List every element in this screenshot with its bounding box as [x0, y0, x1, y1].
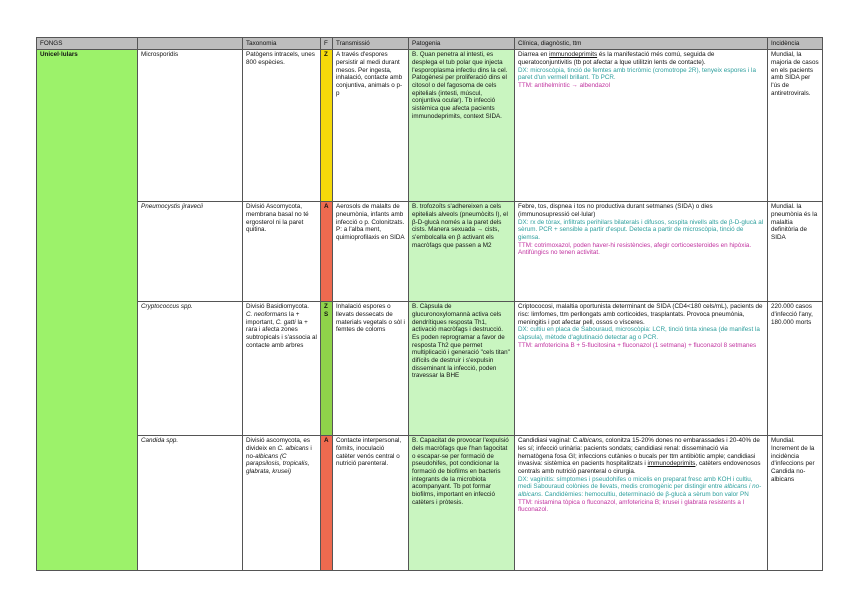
header-taxonomia: Taxonomia — [243, 38, 321, 50]
taxonomia-cell — [243, 435, 321, 570]
f-badge: Z S — [321, 301, 333, 435]
clinica-text-underlined: immunodeprimits — [647, 460, 696, 468]
patogenia-cell: B. Quan penetra al intesti, es desplega el tub polar que injecta l'esporoplasma infectiu dins la cel. Patogènesi per proliferació dins el citosol o del fagosoma de cels epitelials (intesti, múscul, conjuntiva ocular). Tb infecció sistèmica que afecta pacients immunodeprimits, context SIDA. — [409, 49, 515, 201]
incidencia-cell: Mundial, la majoria de casos en els pacients amb SIDA per l'ús de antiretrovirals. — [768, 49, 823, 201]
patogenia-cell: B. Càpsula de glucuronoxylomannà activa cels dendrítiques resposta Th1, activació macròfags i destrucció. Es poden reprogramar a favor de resposta Th2 que permet multiplicació i generació "cels titan" difícils de destruir i s'expulsin disseminant la infecció, poden travessar la BHE — [409, 301, 515, 435]
fungi-table — [36, 37, 823, 571]
header-f: F — [321, 38, 333, 50]
diagnosis-species: albicans i no-albicans — [518, 483, 762, 498]
taxonomia-cell: Divisió Ascomycota, membrana basal no té ergosterol ni la paret quitina. — [243, 201, 321, 301]
taxonomia-species-1: C. neoformans — [246, 310, 288, 318]
table-row — [37, 201, 823, 301]
diagnosis-text-pre: DX: vaginitis: símptomes i pseudohifes o micelis en preparat fresc amb KOH i cultiu, medi Sabouraud colònies de llevats, medis cromogènic per distingir entre — [518, 475, 753, 491]
table-header-row — [37, 38, 823, 50]
header-transmissio: Transmissió — [333, 38, 409, 50]
diagnosis-text — [518, 476, 764, 499]
header-fongs: FONGS — [37, 38, 138, 50]
clinica-text — [518, 437, 764, 475]
header-clinica: Clínica, diagnòstic, ttm — [515, 38, 768, 50]
taxonomia-text-post: la + rara i afecta zones subtropicals i s'associa al contacte amb arbres — [246, 318, 317, 349]
taxonomia-text-mid: i no- — [246, 444, 312, 460]
treatment-text: TTM: antihelmíntic → albendazol — [518, 81, 611, 89]
f-badge: Z — [321, 49, 333, 201]
taxonomia-cell: Patògens intracels, unes 800 espècies. — [243, 49, 321, 201]
fungus-name: Cryptococcus spp. — [138, 301, 243, 435]
clinica-text-underlined: immunodeprimits — [549, 51, 598, 59]
group-label: Unicel·lulars — [37, 49, 138, 570]
taxonomia-species-2: C. gatti — [275, 318, 296, 326]
incidencia-cell: Mundial. Increment de la incidència d'infeccions per Candida no-albicans — [768, 435, 823, 570]
treatment-text: TTM: amfotericina B + 5-flucitosina + fluconazol (1 setmana) + fluconazol 8 setmanes — [518, 341, 757, 349]
taxonomia-species-2: albicans (C parapsilosis, tropicalis, glabrata, krusei) — [246, 452, 310, 475]
clinica-text: Criptococosi, malaltia oportunista determinant de SIDA (CD4<180 cels/mL), pacients de risc: limfomes, ttm perllongats amb corticoides, trasplantats. Provoca pneumònia, meningitis i pot afectar pell, ossos o vísceres. — [518, 303, 763, 326]
taxonomia-text-pre: Divisió ascomycota, es divideix en — [246, 437, 311, 452]
taxonomia-text-pre: Divisió Basidiomycota. — [246, 303, 309, 311]
clinica-text-c: , catèters endovenosos centrals amb nutrició parenteral o cirurgia. — [518, 460, 761, 475]
header-patogenia: Patogenia — [409, 38, 515, 50]
patogenia-cell: B. Capacitat de provocar l'expulsió dels macròfags que l'han fagocitat o escapar-se per formació de pseudohifes, pot condicionar la formació de biofilms en bacteris integrants de la microbiota acompanyant. Tb pot formar biofilms, important en infecció catèters i pròtesis. — [409, 435, 515, 570]
diagnosis-text: DX: microscòpia, tinció de femtes amb tricròmic (cromotrope 2R), tenyeix espores i la paret d'un vermell brillant. Tb PCR. — [518, 66, 756, 82]
fungus-name: Candida spp. — [138, 435, 243, 570]
fungus-name: Pneumocystis jiravecii — [138, 201, 243, 301]
clinica-cell — [515, 435, 768, 570]
header-blank — [138, 38, 243, 50]
transmissio-cell: Aerosols de malalts de pneumònia, infants amb infecció o p. Colonitzats. P: a l'alba ment, quimioprofilaxis en SIDA — [333, 201, 409, 301]
clinica-text-pre: Diarrea en — [518, 51, 550, 59]
taxonomia-text-mid: la + important, — [246, 310, 300, 326]
incidencia-cell: Mundial. la pneumònia és la malaltia definitòria de SIDA — [768, 201, 823, 301]
transmissio-cell: A través d'espores persistir al medi durant mesos. Per ingesta, inhalació, contacte amb conjuntiva, animals o p-p — [333, 49, 409, 201]
f-badge: A — [321, 201, 333, 301]
diagnosis-text: DX: rx de tòrax, infiltrats perihilars bilaterals i difusos, sospita nivells alts de β-D-glucà al sèrum. PCR + sensible a partir d'esput. Detecta a partir de microscòpia, tinció de giemsa. — [518, 218, 764, 241]
clinica-cell — [515, 301, 768, 435]
clinica-text-post: és la manifestació més comú, seguida de queratoconjuntivitis (tb pot afectar a lque utilitzin lents de contacte). — [518, 51, 715, 66]
f-badge: A — [321, 435, 333, 570]
taxonomia-cell — [243, 301, 321, 435]
diagnosis-text: DX: cultiu en placa de Sabouraud, microscòpia: LCR, tinció tinta xinesa (de manifest la càpsula), mètode d'aglutinació detectar ag o PCR. — [518, 326, 760, 341]
clinica-text — [518, 51, 764, 66]
clinica-cell — [515, 201, 768, 301]
clinica-cell — [515, 49, 768, 201]
clinica-text-a: Candidiasi vaginal: — [518, 437, 573, 445]
taxonomia-species-1: C. albicans — [277, 444, 309, 452]
treatment-text: TTM: nistamina tòpica o fluconazol, amfotericina B; krusei i glabrata resistents a l fluconazol. — [518, 498, 745, 514]
clinica-species: C.albicans — [572, 437, 603, 445]
incidencia-cell: 220.000 casos d'infecció l'any, 180.000 morts — [768, 301, 823, 435]
table-row — [37, 435, 823, 570]
table-row — [37, 49, 823, 201]
fungus-name: Microsporidis — [138, 49, 243, 201]
clinica-text: Febre, tos, dispnea i tos no productiva durant setmanes (SIDA) o dies (immunosupressió cel·lular) — [518, 203, 713, 218]
transmissio-cell: Contacte interpersonal, fòmits, inoculació catèter venós central o nutrició parenteral. — [333, 435, 409, 570]
diagnosis-text-post: . Candidèmies: hemocultiu, determinació de β-glucà a sèrum bon valor PN — [541, 490, 749, 498]
table-row — [37, 301, 823, 435]
treatment-text: TTM: cotrimoxazol, poden haver-hi resistències, afegir corticoesteroides en hipòxia. Antifúngics no tenen activitat. — [518, 241, 752, 257]
clinica-text-b: , colonitza 15-20% dones no embarassades i 20-40% de les sí; infecció urinària: pacients sondats; candidiasi renal: disseminació via hematògena fosa GI; infeccions cutànies o bucals per ttm antibiòtic ample; candidiasi invasiva: sistèmica en pacients hospitalitzats i — [518, 437, 760, 468]
header-incidencia: Incidència — [768, 38, 823, 50]
transmissio-cell: Inhalació espores o llevats dessecats de materials vegetals o sòl i femtes de coloms — [333, 301, 409, 435]
patogenia-cell: B. trofozoïts s'adhereixen a cels epitelials alveols (pneumòcits I), el β-D-glucà només a la paret dels cists. Manera sexuada → cists, s'embolcalla en β activant els macròfags que passen a M2 — [409, 201, 515, 301]
